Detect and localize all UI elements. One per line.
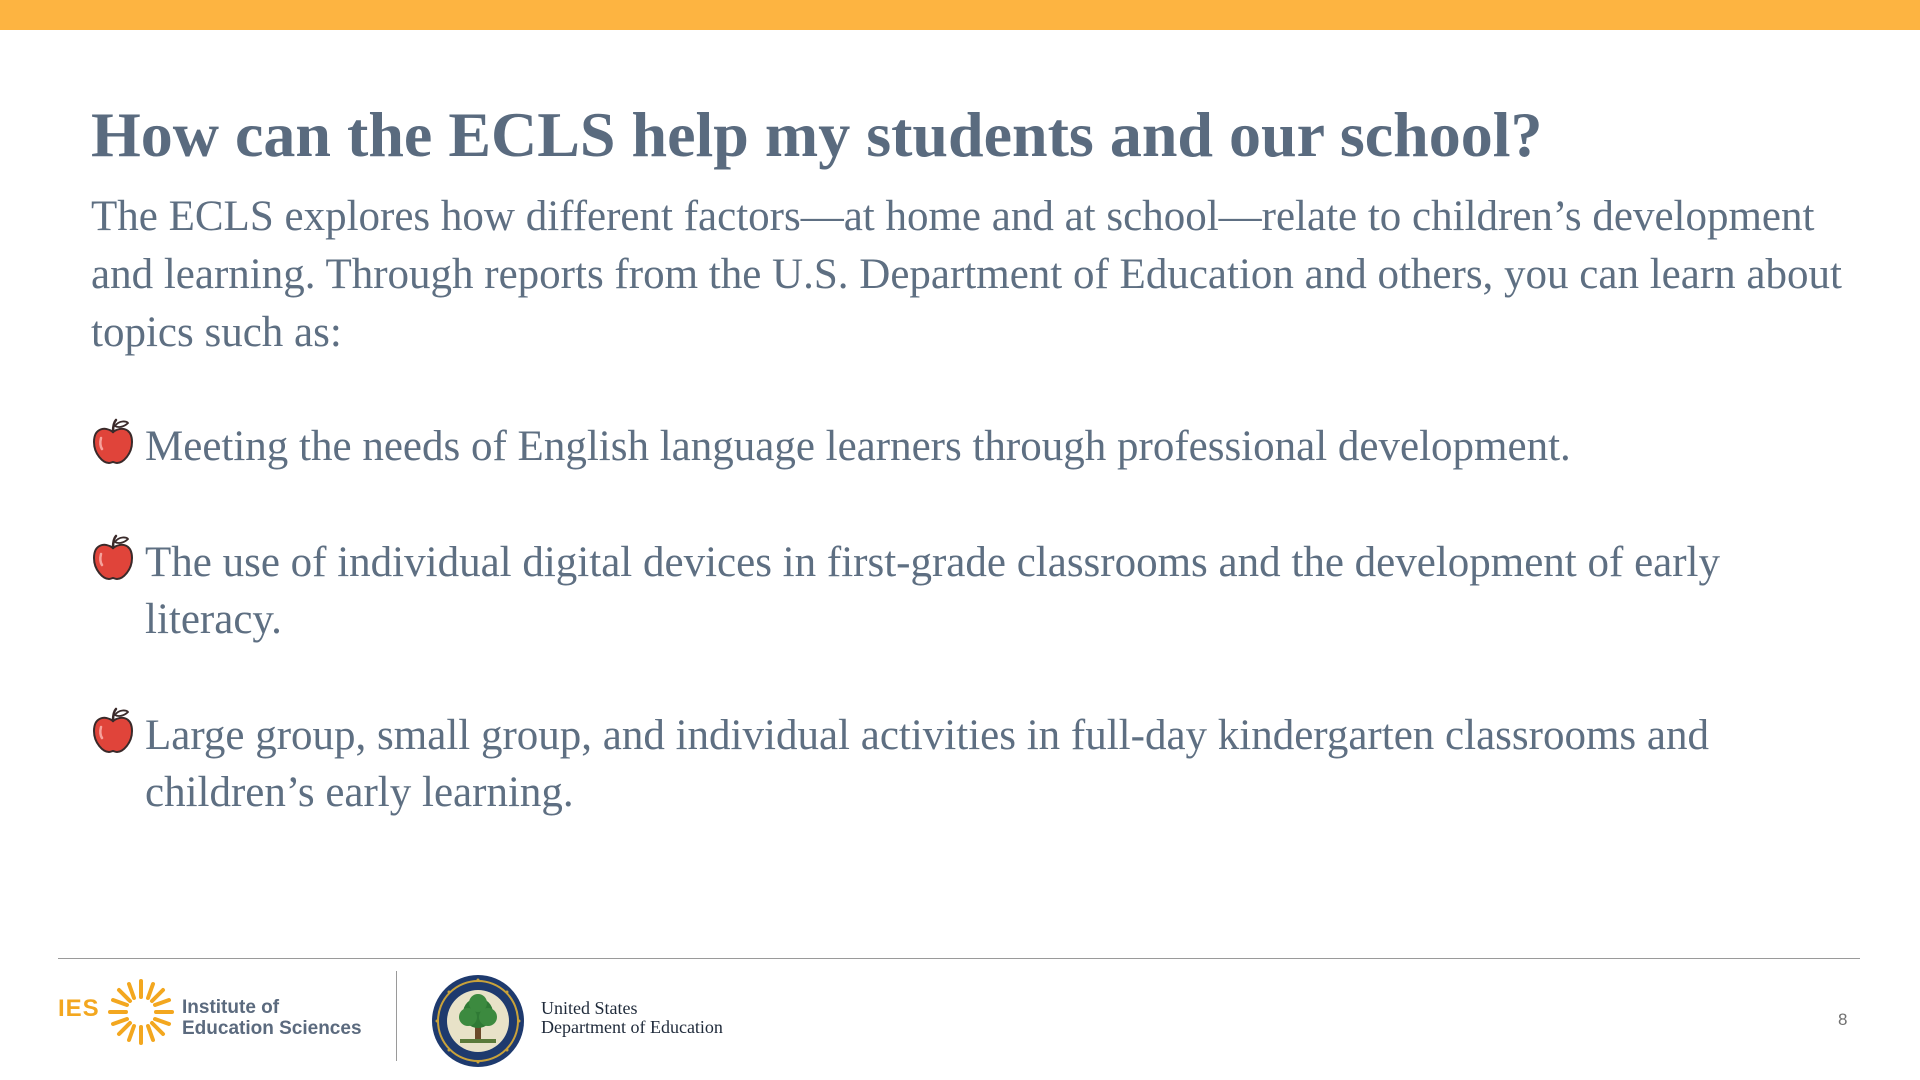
- footer-logo-divider: [396, 971, 397, 1061]
- ies-name-line1: Institute of: [182, 997, 280, 1018]
- slide-title: How can the ECLS help my students and our school?: [91, 99, 1543, 170]
- department-name-line1: United States: [541, 998, 638, 1018]
- apple-icon: [91, 707, 135, 755]
- ies-name: [182, 997, 362, 1039]
- apple-icon: [91, 418, 135, 466]
- bullet-text: The use of individual digital devices in first-grade classrooms and the development of early literacy.: [145, 539, 1721, 643]
- footer-divider: [58, 958, 1860, 959]
- topic-list: [91, 418, 1851, 821]
- sunburst-icon: [106, 977, 176, 1047]
- department-seal-icon: [430, 973, 526, 1069]
- bullet-text: Large group, small group, and individual activities in full-day kindergarten classrooms and children’s early learning.: [145, 712, 1709, 816]
- ies-letters: IES: [58, 995, 100, 1022]
- department-name: [541, 999, 723, 1037]
- intro-paragraph: The ECLS explores how different factors—at home and at school—relate to children’s development and learning. Through reports from the U.S. Department of Education and others, you can learn about topics such as:: [91, 193, 1842, 356]
- ies-name-line2: Education Sciences: [182, 1018, 362, 1039]
- apple-icon: [91, 534, 135, 582]
- bullet-text: Meeting the needs of English language learners through professional development.: [145, 423, 1571, 470]
- list-item: [91, 534, 1851, 648]
- list-item: [91, 707, 1851, 821]
- top-accent-bar: [0, 0, 1920, 30]
- department-name-line2: Department of Education: [541, 1017, 723, 1037]
- ies-logo: [58, 975, 378, 1055]
- page-number: 8: [1838, 1010, 1848, 1029]
- list-item: [91, 418, 1851, 475]
